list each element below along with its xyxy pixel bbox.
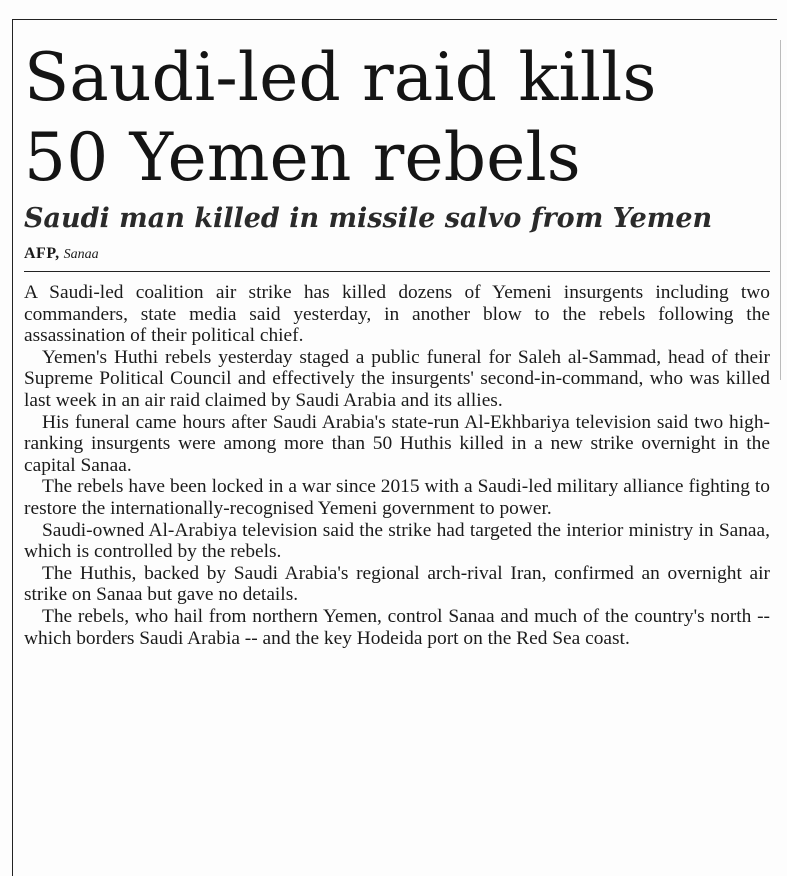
column-divider [12, 19, 13, 876]
paragraph: His funeral came hours after Saudi Arabia's state-run Al-Ekhbariya television said two high-ranking insurgents were among more than 50 Huthis killed in a new strike overnight in the capital Sanaa. [24, 411, 770, 476]
paragraph: Yemen's Huthi rebels yesterday staged a public funeral for Saleh al-Sammad, head of their Supreme Political Council and effectively the insurgents' second-in-command, who was killed last week in an air raid claimed by Saudi Arabia and its allies. [24, 346, 770, 411]
article [24, 38, 770, 649]
byline-divider [24, 271, 770, 272]
headline [24, 38, 770, 198]
headline-line-1: Saudi-led raid kills [24, 39, 657, 116]
paragraph: A Saudi-led coalition air strike has killed dozens of Yemeni insurgents including two commanders, state media said yesterday, in another blow to the rebels following the assassination of their political chief. [24, 282, 770, 347]
headline-line-2: 50 Yemen rebels [24, 119, 581, 196]
paragraph: The rebels have been locked in a war since 2015 with a Saudi-led military alliance fighting to restore the internationally-recognised Yemeni government to power. [24, 476, 770, 519]
top-divider [12, 19, 777, 20]
article-body [24, 282, 770, 649]
subheadline: Saudi man killed in missile salvo from Yemen [24, 203, 713, 234]
byline [24, 244, 770, 265]
byline-agency: AFP, [24, 245, 60, 262]
adjacent-column-edge [780, 40, 787, 380]
paragraph: The Huthis, backed by Saudi Arabia's regional arch-rival Iran, confirmed an overnight air strike on Sanaa but gave no details. [24, 562, 770, 606]
paragraph: The rebels, who hail from northern Yemen, control Sanaa and much of the country's north -- which borders Saudi Arabia -- and the key Hodeida port on the Red Sea coast. [24, 605, 770, 649]
byline-location: Sanaa [63, 247, 99, 262]
paragraph: Saudi-owned Al-Arabiya television said the strike had targeted the interior ministry in Sanaa, which is controlled by the rebels. [24, 519, 770, 563]
